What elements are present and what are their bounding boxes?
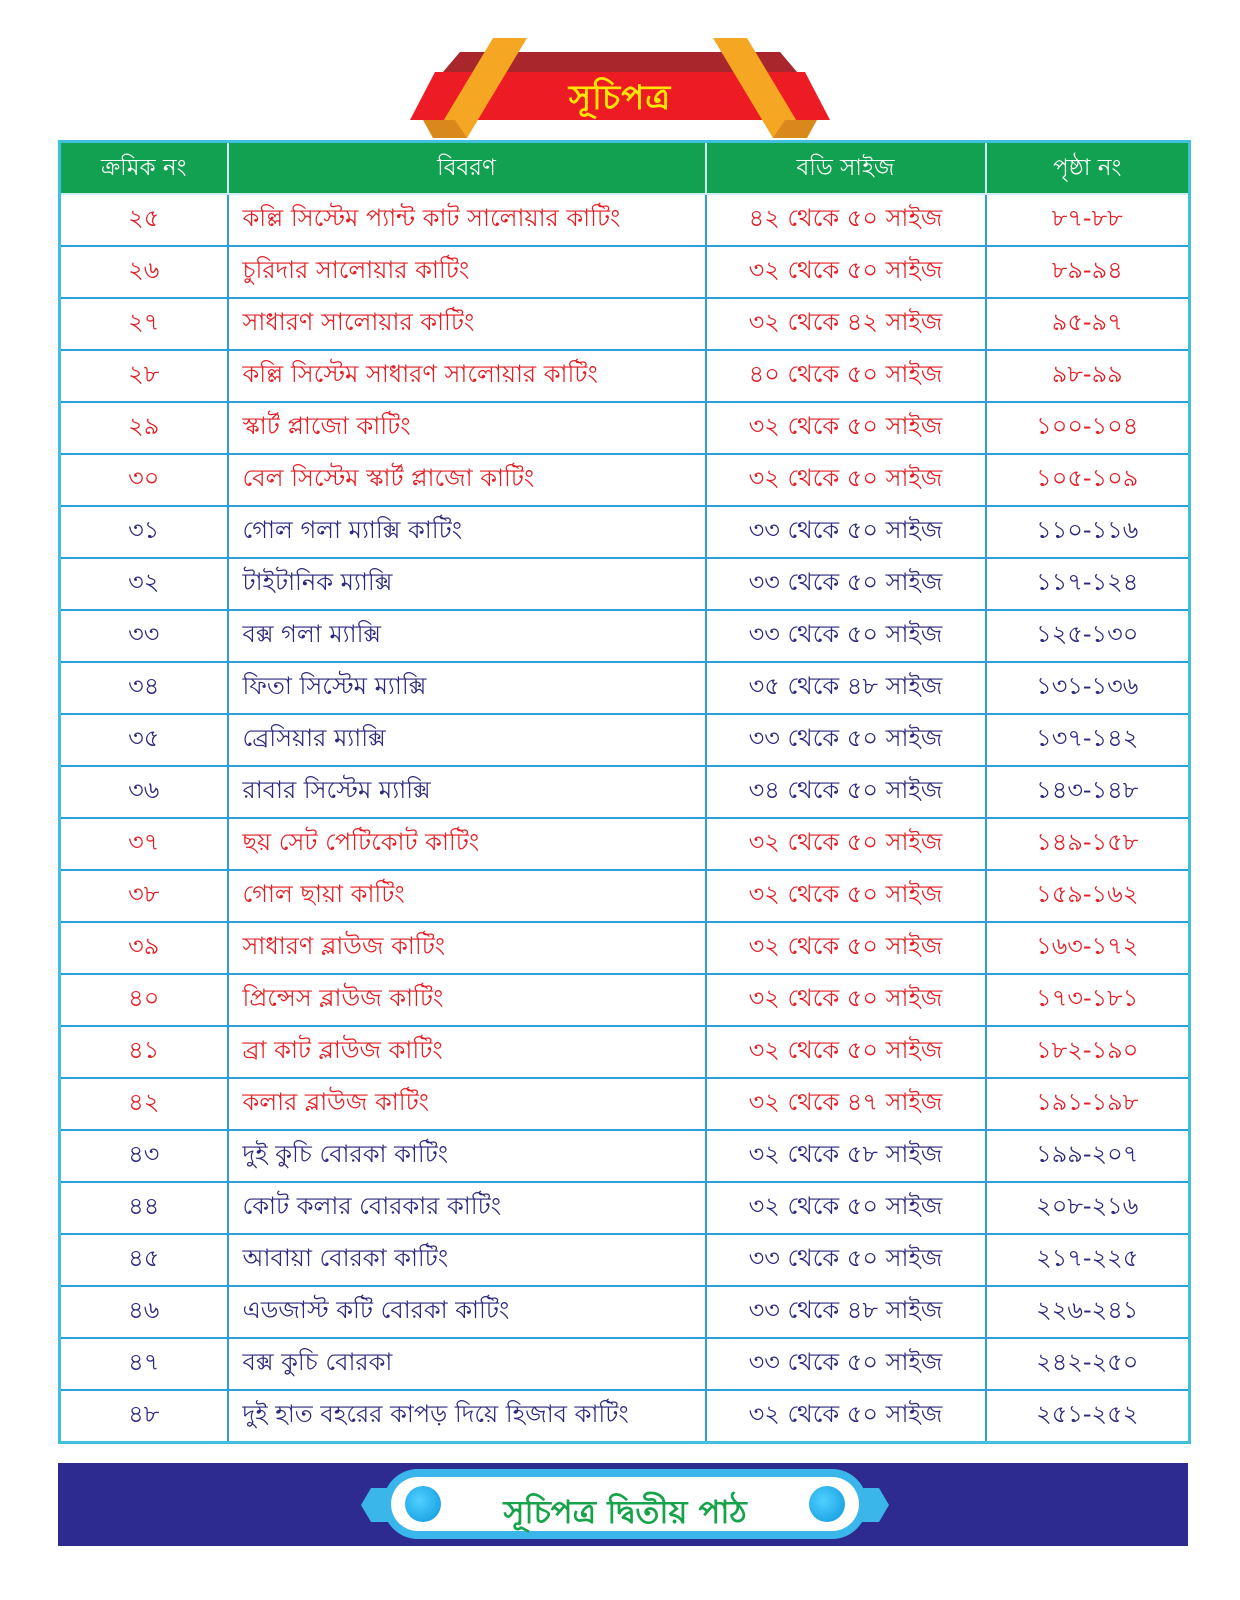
table-row [60, 350, 1190, 402]
serial-cell: ৩২ [60, 558, 228, 610]
serial-cell: ২৬ [60, 246, 228, 298]
page-range-cell: ১৯১-১৯৮ [986, 1078, 1190, 1130]
table-row [60, 1182, 1190, 1234]
column-header-description: বিবরণ [228, 142, 706, 195]
body-size-cell: ৩৩ থেকে ৫০ সাইজ [706, 714, 986, 766]
description-cell: সাধারণ ব্লাউজ কাটিং [228, 922, 706, 974]
serial-cell: ৪১ [60, 1026, 228, 1078]
page-range-cell: ৮৭-৮৮ [986, 194, 1190, 246]
page-range-cell: ১২৫-১৩০ [986, 610, 1190, 662]
description-cell: ফিতা সিস্টেম ম্যাক্সি [228, 662, 706, 714]
serial-cell: ৩৬ [60, 766, 228, 818]
page-title: সূচিপত্র [568, 78, 672, 118]
pill-inner [391, 1477, 859, 1531]
table-row [60, 662, 1190, 714]
description-cell: কল্লি সিস্টেম প্যান্ট কাট সালোয়ার কাটিং [228, 194, 706, 246]
page-range-cell: ৯৫-৯৭ [986, 298, 1190, 350]
page-range-cell: ৮৯-৯৪ [986, 246, 1190, 298]
description-cell: আবায়া বোরকা কাটিং [228, 1234, 706, 1286]
description-cell: বেল সিস্টেম স্কার্ট প্লাজো কাটিং [228, 454, 706, 506]
description-cell: গোল ছায়া কাটিং [228, 870, 706, 922]
body-size-cell: ৩২ থেকে ৫০ সাইজ [706, 1026, 986, 1078]
body-size-cell: ৪০ থেকে ৫০ সাইজ [706, 350, 986, 402]
body-size-cell: ৩২ থেকে ৫০ সাইজ [706, 870, 986, 922]
body-size-cell: ৩২ থেকে ৫০ সাইজ [706, 1390, 986, 1443]
serial-cell: ৪০ [60, 974, 228, 1026]
serial-cell: ৪৫ [60, 1234, 228, 1286]
column-header-serial: ক্রমিক নং [60, 142, 228, 195]
table-row [60, 870, 1190, 922]
page-range-cell: ১৯৯-২০৭ [986, 1130, 1190, 1182]
body-size-cell: ৩৩ থেকে ৫০ সাইজ [706, 558, 986, 610]
body-size-cell: ৩৫ থেকে ৪৮ সাইজ [706, 662, 986, 714]
description-cell: ব্রা কাট ব্লাউজ কাটিং [228, 1026, 706, 1078]
description-cell: রাবার সিস্টেম ম্যাক্সি [228, 766, 706, 818]
page-range-cell: ২০৮-২১৬ [986, 1182, 1190, 1234]
table-row [60, 454, 1190, 506]
table-row [60, 766, 1190, 818]
table-row [60, 1026, 1190, 1078]
pill-frame [383, 1469, 867, 1539]
table-row [60, 506, 1190, 558]
serial-cell: ৩৮ [60, 870, 228, 922]
serial-cell: ৪৬ [60, 1286, 228, 1338]
description-cell: বক্স কুচি বোরকা [228, 1338, 706, 1390]
column-header-body-size: বডি সাইজ [706, 142, 986, 195]
serial-cell: ৩৪ [60, 662, 228, 714]
serial-cell: ৩৩ [60, 610, 228, 662]
serial-cell: ৪৮ [60, 1390, 228, 1443]
body-size-cell: ৩২ থেকে ৪২ সাইজ [706, 298, 986, 350]
serial-cell: ৪৩ [60, 1130, 228, 1182]
table-row [60, 922, 1190, 974]
body-size-cell: ৩২ থেকে ৫০ সাইজ [706, 974, 986, 1026]
table-row [60, 1130, 1190, 1182]
page-range-cell: ১০০-১০৪ [986, 402, 1190, 454]
table-row [60, 1234, 1190, 1286]
page-range-cell: ৯৮-৯৯ [986, 350, 1190, 402]
description-cell: কলার ব্লাউজ কাটিং [228, 1078, 706, 1130]
table-row [60, 1390, 1190, 1443]
serial-cell: ৪২ [60, 1078, 228, 1130]
body-size-cell: ৩২ থেকে ৪৭ সাইজ [706, 1078, 986, 1130]
description-cell: টাইটানিক ম্যাক্সি [228, 558, 706, 610]
page-range-cell: ২৫১-২৫২ [986, 1390, 1190, 1443]
description-cell: দুই কুচি বোরকা কাটিং [228, 1130, 706, 1182]
serial-cell: ২৯ [60, 402, 228, 454]
serial-cell: ৩০ [60, 454, 228, 506]
table-row [60, 1078, 1190, 1130]
serial-cell: ৪৭ [60, 1338, 228, 1390]
page-range-cell: ১১৭-১২৪ [986, 558, 1190, 610]
page-range-cell: ১৫৯-১৬২ [986, 870, 1190, 922]
description-cell: ছয় সেট পেটিকোট কাটিং [228, 818, 706, 870]
body-size-cell: ৩২ থেকে ৫০ সাইজ [706, 246, 986, 298]
table-row [60, 298, 1190, 350]
body-size-cell: ৩২ থেকে ৫০ সাইজ [706, 818, 986, 870]
description-cell: স্কার্ট প্লাজো কাটিং [228, 402, 706, 454]
serial-cell: ২৮ [60, 350, 228, 402]
serial-cell: ২৫ [60, 194, 228, 246]
description-cell: এডজাস্ট কটি বোরকা কাটিং [228, 1286, 706, 1338]
page-range-cell: ২২৬-২৪১ [986, 1286, 1190, 1338]
description-cell: ব্রেসিয়ার ম্যাক্সি [228, 714, 706, 766]
serial-cell: ৩৫ [60, 714, 228, 766]
body-size-cell: ৩২ থেকে ৫০ সাইজ [706, 454, 986, 506]
body-size-cell: ৩২ থেকে ৫৮ সাইজ [706, 1130, 986, 1182]
table-row [60, 194, 1190, 246]
page-range-cell: ১৩৭-১৪২ [986, 714, 1190, 766]
description-cell: বক্স গলা ম্যাক্সি [228, 610, 706, 662]
body-size-cell: ৩৩ থেকে ৪৮ সাইজ [706, 1286, 986, 1338]
description-cell: প্রিন্সেস ব্লাউজ কাটিং [228, 974, 706, 1026]
table-row [60, 558, 1190, 610]
body-size-cell: ৩২ থেকে ৫০ সাইজ [706, 922, 986, 974]
page-range-cell: ১০৫-১০৯ [986, 454, 1190, 506]
description-cell: কল্লি সিস্টেম সাধারণ সালোয়ার কাটিং [228, 350, 706, 402]
page-range-cell: ১৭৩-১৮১ [986, 974, 1190, 1026]
description-cell: গোল গলা ম্যাক্সি কাটিং [228, 506, 706, 558]
serial-cell: ৩১ [60, 506, 228, 558]
body-size-cell: ৪২ থেকে ৫০ সাইজ [706, 194, 986, 246]
table-header-row [60, 142, 1190, 195]
table-row [60, 610, 1190, 662]
body-size-cell: ৩৩ থেকে ৫০ সাইজ [706, 610, 986, 662]
serial-cell: ২৭ [60, 298, 228, 350]
table-row [60, 1338, 1190, 1390]
page-range-cell: ১১০-১১৬ [986, 506, 1190, 558]
body-size-cell: ৩২ থেকে ৫০ সাইজ [706, 402, 986, 454]
footer-pill [361, 1467, 889, 1543]
body-size-cell: ৩২ থেকে ৫০ সাইজ [706, 1182, 986, 1234]
serial-cell: ৪৪ [60, 1182, 228, 1234]
description-cell: কোট কলার বোরকার কাটিং [228, 1182, 706, 1234]
description-cell: চুরিদার সালোয়ার কাটিং [228, 246, 706, 298]
body-size-cell: ৩৪ থেকে ৫০ সাইজ [706, 766, 986, 818]
page-range-cell: ১৮২-১৯০ [986, 1026, 1190, 1078]
table-row [60, 402, 1190, 454]
table-row [60, 714, 1190, 766]
table-row [60, 818, 1190, 870]
column-header-page: পৃষ্ঠা নং [986, 142, 1190, 195]
title-ribbon [405, 38, 835, 138]
body-size-cell: ৩৩ থেকে ৫০ সাইজ [706, 1234, 986, 1286]
footer-banner [58, 1463, 1188, 1546]
page-range-cell: ২৪২-২৫০ [986, 1338, 1190, 1390]
description-cell: সাধারণ সালোয়ার কাটিং [228, 298, 706, 350]
page-range-cell: ১৩১-১৩৬ [986, 662, 1190, 714]
page-range-cell: ২১৭-২২৫ [986, 1234, 1190, 1286]
description-cell: দুই হাত বহরের কাপড় দিয়ে হিজাব কাটিং [228, 1390, 706, 1443]
page-range-cell: ১৬৩-১৭২ [986, 922, 1190, 974]
page-range-cell: ১৪৯-১৫৮ [986, 818, 1190, 870]
serial-cell: ৩৯ [60, 922, 228, 974]
page-range-cell: ১৪৩-১৪৮ [986, 766, 1190, 818]
table-row [60, 1286, 1190, 1338]
footer-label: সূচিপত্র দ্বিতীয় পাঠ [503, 1493, 747, 1531]
table-row [60, 246, 1190, 298]
body-size-cell: ৩৩ থেকে ৫০ সাইজ [706, 506, 986, 558]
body-size-cell: ৩৩ থেকে ৫০ সাইজ [706, 1338, 986, 1390]
serial-cell: ৩৭ [60, 818, 228, 870]
table-row [60, 974, 1190, 1026]
toc-table [58, 140, 1191, 1444]
